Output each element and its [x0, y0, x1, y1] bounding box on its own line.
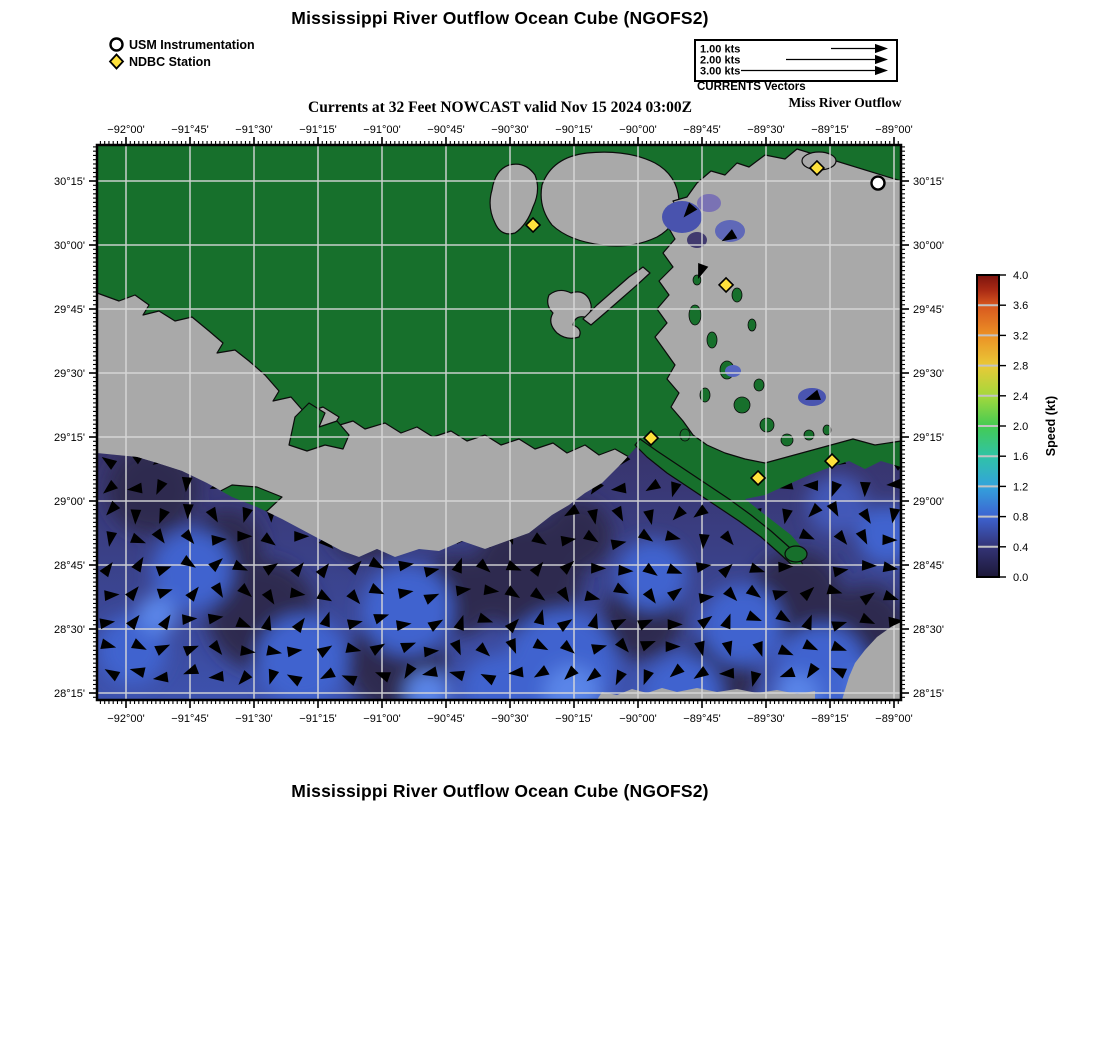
colorbar-tick-label: 2.8 [1013, 360, 1029, 373]
lat-tick-label-right: 29°15' [913, 432, 944, 444]
lat-tick-label-right: 30°15' [913, 176, 944, 188]
lon-tick-label-top: −89°15' [811, 124, 849, 136]
marsh-speckle [748, 319, 756, 331]
map-canvas [97, 145, 917, 735]
lon-tick-label-top: −91°30' [235, 124, 273, 136]
lat-tick-label-right: 29°00' [913, 496, 944, 508]
colorbar-title: Speed (kt) [1044, 395, 1058, 457]
marsh-speckle [734, 397, 750, 413]
inland-water-patch [725, 365, 741, 377]
page-title: Mississippi River Outflow Ocean Cube (NGOFS2) [291, 8, 709, 28]
legend-label-ndbc: NDBC Station [129, 54, 211, 69]
lat-tick-label-left: 30°00' [54, 240, 85, 252]
vector-legend-caption: CURRENTS Vectors [697, 81, 806, 93]
vector-scale-label: 2.00 kts [700, 54, 741, 67]
lon-tick-label-bottom: −89°30' [747, 713, 785, 725]
vector-scale-box [694, 39, 898, 82]
vector-scale-rows [696, 41, 894, 79]
lat-tick-label-right: 29°30' [913, 368, 944, 380]
usm-station-marker [872, 177, 885, 190]
lon-tick-label-bottom: −90°45' [427, 713, 465, 725]
usm-circle-icon [108, 36, 125, 53]
colorbar-tick-label: 1.6 [1013, 451, 1029, 464]
lat-tick-label-left: 29°45' [54, 304, 85, 316]
lat-tick-label-left: 29°00' [54, 496, 85, 508]
lon-tick-label-top: −91°45' [171, 124, 209, 136]
lat-tick-label-right: 28°45' [913, 560, 944, 572]
lon-tick-label-bottom: −91°45' [171, 713, 209, 725]
lat-tick-label-left: 29°30' [54, 368, 85, 380]
colorbar-tick-label: 2.0 [1013, 421, 1029, 433]
lon-tick-label-bottom: −91°15' [299, 713, 337, 725]
lat-tick-label-left: 30°15' [54, 176, 85, 188]
legend-label-usm: USM Instrumentation [129, 37, 255, 52]
vector-scale-label: 1.00 kts [700, 43, 741, 56]
ndbc-diamond-icon [108, 53, 125, 70]
lon-tick-label-top: −91°00' [363, 124, 401, 136]
lat-tick-label-right: 29°45' [913, 304, 944, 316]
legend-row-ndbc [108, 53, 255, 70]
lon-tick-label-top: −89°45' [683, 124, 721, 136]
lat-tick-label-right: 28°30' [913, 624, 944, 636]
colorbar-tick-label: 0.4 [1013, 541, 1029, 554]
lon-tick-label-top: −91°15' [299, 124, 337, 136]
lon-tick-label-bottom: −92°00' [107, 713, 145, 725]
currents-map [30, 118, 960, 753]
delta-tip [785, 546, 807, 562]
lat-tick-label-left: 28°15' [54, 688, 85, 700]
marsh-speckle [689, 305, 701, 325]
plot-subtitle: Currents at 32 Feet NOWCAST valid Nov 15 2024 03:00Z [308, 99, 692, 116]
lon-tick-label-top: −89°00' [875, 124, 913, 136]
inland-water-patch [662, 201, 702, 233]
marsh-speckle [781, 434, 793, 446]
vector-scale-arrowhead [875, 55, 888, 64]
colorbar-tick-label: 0.8 [1013, 511, 1029, 524]
marsh-speckle [760, 418, 774, 432]
colorbar-tick-label: 3.6 [1013, 300, 1029, 313]
marsh-speckle [732, 288, 742, 302]
marsh-speckle [754, 379, 764, 391]
lon-tick-label-top: −90°15' [555, 124, 593, 136]
vector-scale-arrowhead [875, 66, 888, 75]
lon-tick-label-bottom: −90°15' [555, 713, 593, 725]
lon-tick-label-top: −90°30' [491, 124, 529, 136]
region-label: Miss River Outflow [788, 95, 902, 110]
bottom-title: Mississippi River Outflow Ocean Cube (NGOFS2) [291, 781, 709, 801]
marsh-speckle [680, 429, 690, 441]
vector-scale-arrowhead [875, 44, 888, 53]
station-legend [108, 36, 255, 70]
colorbar-tick-label: 4.0 [1013, 270, 1029, 282]
gray-lake-large [541, 152, 679, 246]
lon-tick-label-top: −90°45' [427, 124, 465, 136]
lat-tick-label-right: 28°15' [913, 688, 944, 700]
vector-scale-label: 3.00 kts [700, 65, 741, 78]
lon-tick-label-bottom: −90°00' [619, 713, 657, 725]
lat-tick-label-left: 28°45' [54, 560, 85, 572]
colorbar-tick-label: 2.4 [1013, 390, 1029, 403]
lon-tick-label-bottom: −91°30' [235, 713, 273, 725]
lon-tick-label-bottom: −89°45' [683, 713, 721, 725]
lat-tick-label-right: 30°00' [913, 240, 944, 252]
colorbar-tick-label: 1.2 [1013, 481, 1029, 494]
lon-tick-label-bottom: −90°30' [491, 713, 529, 725]
inland-water-patch [697, 194, 721, 212]
lon-tick-label-top: −92°00' [107, 124, 145, 136]
speed-colorbar [963, 265, 1100, 595]
colorbar-tick-label: 0.0 [1013, 572, 1029, 584]
lat-tick-label-left: 29°15' [54, 432, 85, 444]
marsh-speckle [804, 430, 814, 440]
lon-tick-label-bottom: −89°00' [875, 713, 913, 725]
lon-tick-label-bottom: −91°00' [363, 713, 401, 725]
lon-tick-label-top: −90°00' [619, 124, 657, 136]
legend-row-usm [108, 36, 255, 53]
colorbar-tick-label: 3.2 [1013, 330, 1029, 343]
lon-tick-label-top: −89°30' [747, 124, 785, 136]
marsh-speckle [707, 332, 717, 348]
lon-tick-label-bottom: −89°15' [811, 713, 849, 725]
lat-tick-label-left: 28°30' [54, 624, 85, 636]
